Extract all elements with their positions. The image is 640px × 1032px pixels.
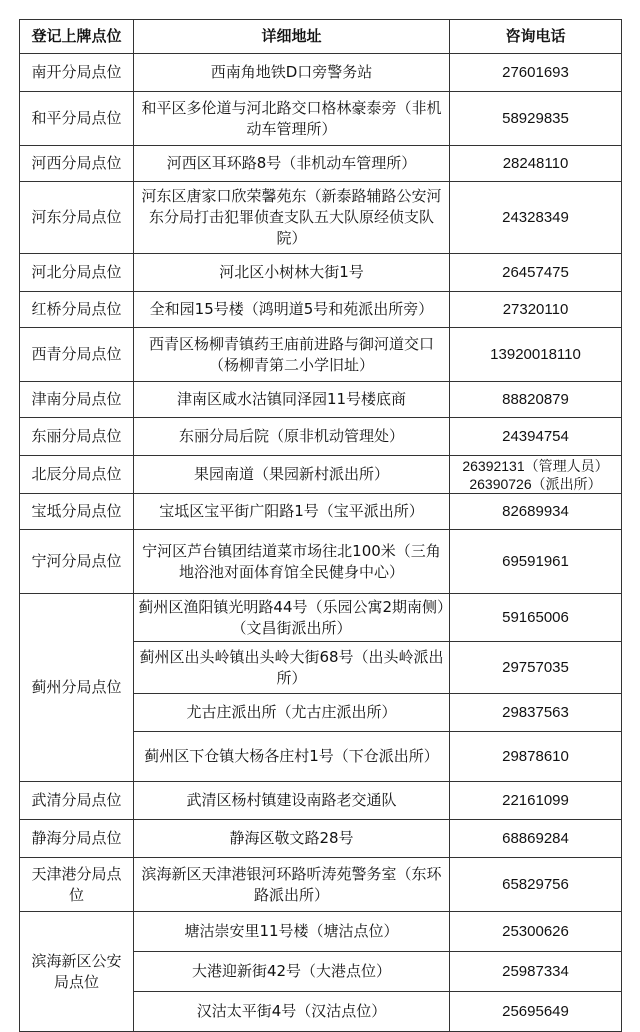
table-row [20, 530, 622, 594]
phone-line: 26392131（管理人员） [462, 457, 609, 474]
table-body [20, 54, 622, 1032]
address-cell: 东丽分局后院（原非机动管理处） [134, 418, 450, 456]
address-cell: 河北区小树林大街1号 [134, 254, 450, 292]
location-cell: 武清分局点位 [20, 782, 134, 820]
phone-cell: 13920018110 [450, 328, 622, 382]
header-phone: 咨询电话 [450, 20, 622, 54]
address-cell: 全和园15号楼（鸿明道5号和苑派出所旁） [134, 292, 450, 328]
phone-cell [450, 456, 622, 494]
phone-cell: 88820879 [450, 382, 622, 418]
location-cell: 滨海新区公安局点位 [20, 912, 134, 1032]
phone-cell: 29878610 [450, 732, 622, 782]
phone-cell: 28248110 [450, 146, 622, 182]
table-row [20, 456, 622, 494]
address-cell: 和平区多伦道与河北路交口格林豪泰旁（非机动车管理所） [134, 92, 450, 146]
address-cell: 津南区咸水沽镇同泽园11号楼底商 [134, 382, 450, 418]
address-cell: 蓟州区出头岭镇出头岭大街68号（出头岭派出所） [134, 642, 450, 694]
phone-cell: 24328349 [450, 182, 622, 254]
location-cell: 天津港分局点位 [20, 858, 134, 912]
address-cell: 汉沽太平街4号（汉沽点位） [134, 992, 450, 1032]
location-cell: 河西分局点位 [20, 146, 134, 182]
phone-cell: 58929835 [450, 92, 622, 146]
address-cell: 蓟州区下仓镇大杨各庄村1号（下仓派出所） [134, 732, 450, 782]
registration-points-table [19, 19, 622, 1032]
address-cell: 西南角地铁D口旁警务站 [134, 54, 450, 92]
phone-cell: 65829756 [450, 858, 622, 912]
phone-cell: 24394754 [450, 418, 622, 456]
registration-table-container [19, 19, 621, 1032]
table-row [20, 292, 622, 328]
location-cell: 宝坻分局点位 [20, 494, 134, 530]
location-cell: 和平分局点位 [20, 92, 134, 146]
table-row [20, 494, 622, 530]
table-row [20, 328, 622, 382]
location-cell: 津南分局点位 [20, 382, 134, 418]
location-cell: 北辰分局点位 [20, 456, 134, 494]
location-cell: 蓟州分局点位 [20, 594, 134, 782]
address-cell: 果园南道（果园新村派出所） [134, 456, 450, 494]
table-row [20, 418, 622, 456]
table-row [20, 254, 622, 292]
address-cell: 宝坻区宝平街广阳路1号（宝平派出所） [134, 494, 450, 530]
location-cell: 河北分局点位 [20, 254, 134, 292]
phone-cell: 69591961 [450, 530, 622, 594]
phone-cell: 26457475 [450, 254, 622, 292]
address-cell: 大港迎新街42号（大港点位） [134, 952, 450, 992]
address-cell: 西青区杨柳青镇药王庙前进路与御河道交口（杨柳青第二小学旧址） [134, 328, 450, 382]
location-cell: 宁河分局点位 [20, 530, 134, 594]
location-cell: 西青分局点位 [20, 328, 134, 382]
table-header-row [20, 20, 622, 54]
table-row [20, 912, 622, 952]
table-row [20, 182, 622, 254]
location-cell: 南开分局点位 [20, 54, 134, 92]
phone-cell: 29757035 [450, 642, 622, 694]
address-cell: 静海区敬文路28号 [134, 820, 450, 858]
phone-cell: 25300626 [450, 912, 622, 952]
header-address: 详细地址 [134, 20, 450, 54]
location-cell: 东丽分局点位 [20, 418, 134, 456]
address-cell: 滨海新区天津港银河环路听涛苑警务室（东环路派出所） [134, 858, 450, 912]
address-cell: 蓟州区渔阳镇光明路44号（乐园公寓2期南侧）（文昌街派出所） [134, 594, 450, 642]
phone-cell: 82689934 [450, 494, 622, 530]
table-row [20, 858, 622, 912]
address-cell: 武清区杨村镇建设南路老交通队 [134, 782, 450, 820]
phone-cell: 59165006 [450, 594, 622, 642]
phone-line: 26390726（派出所） [469, 475, 602, 492]
location-cell: 静海分局点位 [20, 820, 134, 858]
table-row [20, 92, 622, 146]
phone-cell: 25987334 [450, 952, 622, 992]
phone-cell: 68869284 [450, 820, 622, 858]
address-cell: 河西区耳环路8号（非机动车管理所） [134, 146, 450, 182]
header-location: 登记上牌点位 [20, 20, 134, 54]
table-row [20, 146, 622, 182]
phone-cell: 25695649 [450, 992, 622, 1032]
address-cell: 河东区唐家口欣荣馨苑东（新泰路辅路公安河东分局打击犯罪侦查支队五大队原经侦支队院） [134, 182, 450, 254]
phone-cell: 22161099 [450, 782, 622, 820]
table-row [20, 594, 622, 642]
table-row [20, 54, 622, 92]
phone-cell: 27320110 [450, 292, 622, 328]
table-row [20, 820, 622, 858]
address-cell: 宁河区芦台镇团结道菜市场往北100米（三角地浴池对面体育馆全民健身中心） [134, 530, 450, 594]
location-cell: 红桥分局点位 [20, 292, 134, 328]
address-cell: 塘沽崇安里11号楼（塘沽点位） [134, 912, 450, 952]
table-row [20, 782, 622, 820]
phone-cell: 29837563 [450, 694, 622, 732]
phone-cell: 27601693 [450, 54, 622, 92]
address-cell: 尤古庄派出所（尤古庄派出所） [134, 694, 450, 732]
location-cell: 河东分局点位 [20, 182, 134, 254]
table-row [20, 382, 622, 418]
